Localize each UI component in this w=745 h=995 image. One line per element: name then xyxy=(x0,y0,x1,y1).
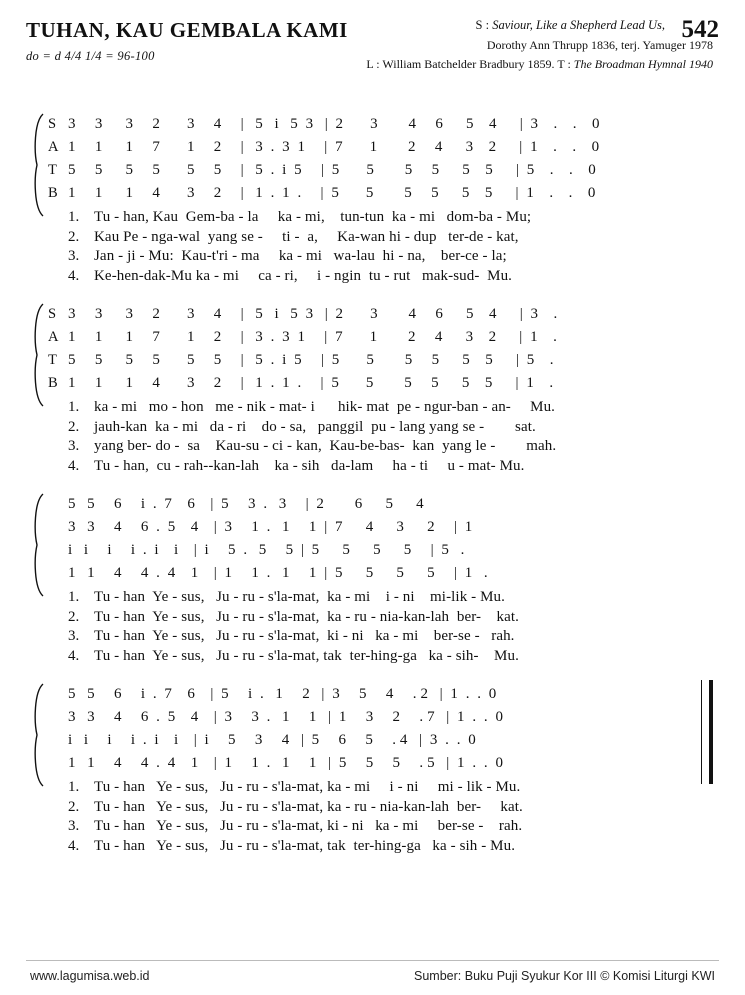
verse-text: jauh-kan ka - mi da - ri do - sa, panggil pu - lang yang se - sat. xyxy=(94,418,536,435)
voice-label-tenor: T xyxy=(48,162,57,178)
source-title: Saviour, Like a Shepherd Lead Us, xyxy=(492,18,665,32)
verse-number: 1. xyxy=(68,209,80,225)
lyric-line xyxy=(68,457,719,477)
source-prefix: S : xyxy=(475,18,493,32)
composer-tune: The Broadman Hymnal 1940 xyxy=(573,57,713,71)
verse-text: Tu - han, Kau Gem-ba - la ka - mi, tun-tun ka - mi dom-ba - Mu; xyxy=(94,209,532,225)
verse-text: yang ber- do - sa Kau-su - ci - kan, Kau-be-bas- kan yang le - mah. xyxy=(94,438,557,454)
verse-number: 1. xyxy=(68,399,80,415)
staff-tenor-2 xyxy=(48,346,719,369)
music-system-1 xyxy=(26,110,719,286)
verse-number: 1. xyxy=(68,779,80,795)
voice-label-soprano: S xyxy=(48,306,57,322)
lyric-line xyxy=(68,437,719,457)
final-barline xyxy=(701,680,713,784)
verse-text: ka - mi mo - hon me - nik - mat- i hik- mat pe - ngur-ban - an- Mu. xyxy=(94,399,556,415)
verse-number: 4. xyxy=(68,457,80,474)
voice-label-tenor: T xyxy=(48,352,57,368)
tempo-marking: do = d 4/4 1/4 = 96-100 xyxy=(26,49,155,63)
lyrics-block-2 xyxy=(48,398,719,476)
notation-tenor-3: i i i i . i i | i 5 . 5 5 | 5 5 5 5 | 5 . xyxy=(68,542,465,558)
credits-block xyxy=(249,18,719,72)
staff-bass-4 xyxy=(48,749,719,772)
voice-label-bass: B xyxy=(48,375,58,391)
verse-text: Tu - han Ye - sus, Ju - ru - s'la-mat, tak ter-hing-ga ka - sih- Mu. xyxy=(94,647,519,664)
voice-label-soprano: S xyxy=(48,116,57,132)
author-line: Dorothy Ann Thrupp 1836, terj. Yamuger 1978 xyxy=(486,38,713,52)
lyric-line xyxy=(68,647,719,667)
verse-text: Tu - han Ye - sus, Ju - ru - s'la-mat, ka - mi i - ni mi-lik - Mu. xyxy=(94,589,505,605)
verse-text: Kau Pe - nga-wal yang se - ti - a, Ka-wan hi - dup ter-de - kat, xyxy=(94,228,519,245)
lyrics-block-1 xyxy=(48,208,719,286)
system-brace-4 xyxy=(28,682,46,788)
verse-number: 1. xyxy=(68,589,80,605)
system-brace-3 xyxy=(28,492,46,598)
song-number: 542 xyxy=(681,16,719,43)
page-title: TUHAN, KAU GEMBALA KAMI xyxy=(26,18,348,42)
notation-soprano-3: 5 5 6 i . 7 6 | 5 3 . 3 | 2 6 5 4 xyxy=(68,496,424,512)
music-system-2 xyxy=(26,300,719,476)
music-system-4 xyxy=(26,680,719,856)
verse-text: Tu - han, cu - rah--kan-lah ka - sih da-lam ha - ti u - mat- Mu. xyxy=(94,457,525,474)
notation-alto-2: 1 1 1 7 1 2 | 3 . 3 1 | 7 1 2 4 3 2 | 1 . xyxy=(68,329,557,345)
lyric-line xyxy=(68,247,719,267)
notation-soprano-1: 3 3 3 2 3 4 | 5 i 5 3 | 2 3 4 6 5 4 | 3 . . 0 xyxy=(68,116,600,132)
lyric-line xyxy=(68,267,719,287)
staff-bass-1 xyxy=(48,179,719,202)
verse-text: Jan - ji - Mu: Kau-t'ri - ma ka - mi wa-lau hi - na, ber-ce - la; xyxy=(94,248,507,264)
staff-tenor-4 xyxy=(48,726,719,749)
verse-number: 3. xyxy=(68,628,80,644)
page-footer xyxy=(0,969,745,983)
notation-tenor-4: i i i i . i i | i 5 3 4 | 5 6 5 . 4 | 3 . . 0 xyxy=(68,732,476,748)
notation-bass-3: 1 1 4 4 . 4 1 | 1 1 . 1 1 | 5 5 5 5 | 1 . xyxy=(68,565,488,581)
verse-text: Tu - han Ye - sus, Ju - ru - s'la-mat, tak ter-hing-ga ka - sih - Mu. xyxy=(94,837,516,854)
footer-divider xyxy=(26,960,719,961)
voice-label-bass: B xyxy=(48,185,58,201)
verse-text: Tu - han Ye - sus, Ju - ru - s'la-mat, ki - ni ka - mi ber-se - rah. xyxy=(94,628,515,644)
verse-number: 4. xyxy=(68,647,80,664)
lyrics-block-3 xyxy=(48,588,719,666)
notation-alto-1: 1 1 1 7 1 2 | 3 . 3 1 | 7 1 2 4 3 2 | 1 . . 0 xyxy=(68,139,600,155)
lyric-line xyxy=(68,817,719,837)
staff-tenor-1 xyxy=(48,156,719,179)
verse-number: 2. xyxy=(68,418,80,435)
verse-text: Tu - han Ye - sus, Ju - ru - s'la-mat, ki - ni ka - mi ber-se - rah. xyxy=(94,818,523,834)
verse-number: 2. xyxy=(68,608,80,625)
verse-number: 4. xyxy=(68,267,80,284)
verse-text: Tu - han Ye - sus, Ju - ru - s'la-mat, ka - ru - nia-kan-lah ber- kat. xyxy=(94,608,519,625)
staff-bass-2 xyxy=(48,369,719,392)
verse-number: 2. xyxy=(68,798,80,815)
lyric-line xyxy=(68,837,719,857)
lyric-line xyxy=(68,418,719,438)
composer-prefix: L : William Batchelder Bradbury 1859. T : xyxy=(366,57,574,71)
lyric-line xyxy=(68,588,719,608)
lyric-line xyxy=(68,228,719,248)
staff-soprano-1 xyxy=(48,110,719,133)
notation-bass-2: 1 1 1 4 3 2 | 1 . 1 . | 5 5 5 5 5 5 | 1 . xyxy=(68,375,554,391)
website-link[interactable]: www.lagumisa.web.id xyxy=(30,969,150,983)
notation-soprano-4: 5 5 6 i . 7 6 | 5 i . 1 2 | 3 5 4 . 2 | 1 . . 0 xyxy=(68,686,497,702)
system-brace-2 xyxy=(28,302,46,408)
staff-soprano-2 xyxy=(48,300,719,323)
lyric-line xyxy=(68,398,719,418)
notation-tenor-1: 5 5 5 5 5 5 | 5 . i 5 | 5 5 5 5 5 5 | 5 . . 0 xyxy=(68,162,596,178)
lyric-line xyxy=(68,608,719,628)
lyric-line xyxy=(68,208,719,228)
voice-label-alto: A xyxy=(48,139,59,155)
notation-alto-3: 3 3 4 6 . 5 4 | 3 1 . 1 1 | 7 4 3 2 | 1 xyxy=(68,519,473,535)
verse-number: 3. xyxy=(68,438,80,454)
staff-alto-2 xyxy=(48,323,719,346)
voice-label-alto: A xyxy=(48,329,59,345)
staff-soprano-4 xyxy=(48,680,719,703)
verse-text: Tu - han Ye - sus, Ju - ru - s'la-mat, ka - mi i - ni mi - lik - Mu. xyxy=(94,779,521,795)
lyric-line xyxy=(68,778,719,798)
system-brace-1 xyxy=(28,112,46,218)
staff-soprano-3 xyxy=(48,490,719,513)
verse-number: 4. xyxy=(68,837,80,854)
notation-alto-4: 3 3 4 6 . 5 4 | 3 3 . 1 1 | 1 3 2 . 7 | 1 . . 0 xyxy=(68,709,504,725)
source-line xyxy=(249,18,719,33)
notation-soprano-2: 3 3 3 2 3 4 | 5 i 5 3 | 2 3 4 6 5 4 | 3 . xyxy=(68,306,558,322)
music-system-3 xyxy=(26,490,719,666)
staff-alto-3 xyxy=(48,513,719,536)
lyrics-block-4 xyxy=(48,778,719,856)
notation-tenor-2: 5 5 5 5 5 5 | 5 . i 5 | 5 5 5 5 5 5 | 5 . xyxy=(68,352,554,368)
staff-alto-1 xyxy=(48,133,719,156)
verse-text: Tu - han Ye - sus, Ju - ru - s'la-mat, ka - ru - nia-kan-lah ber- kat. xyxy=(94,798,523,815)
verse-number: 2. xyxy=(68,228,80,245)
notation-bass-1: 1 1 1 4 3 2 | 1 . 1 . | 5 5 5 5 5 5 | 1 . . 0 xyxy=(68,185,596,201)
staff-bass-3 xyxy=(48,559,719,582)
verse-text: Ke-hen-dak-Mu ka - mi ca - ri, i - ngin tu - rut mak-sud- Mu. xyxy=(94,267,513,284)
staff-alto-4 xyxy=(48,703,719,726)
verse-number: 3. xyxy=(68,248,80,264)
source-credit: Sumber: Buku Puji Syukur Kor III © Komisi Liturgi KWI xyxy=(414,969,715,983)
composer-line xyxy=(249,57,719,72)
verse-number: 3. xyxy=(68,818,80,834)
lyric-line xyxy=(68,627,719,647)
lyric-line xyxy=(68,798,719,818)
page-header xyxy=(26,18,719,96)
staff-tenor-3 xyxy=(48,536,719,559)
notation-bass-4: 1 1 4 4 . 4 1 | 1 1 . 1 1 | 5 5 5 . 5 | 1 . . 0 xyxy=(68,755,504,771)
